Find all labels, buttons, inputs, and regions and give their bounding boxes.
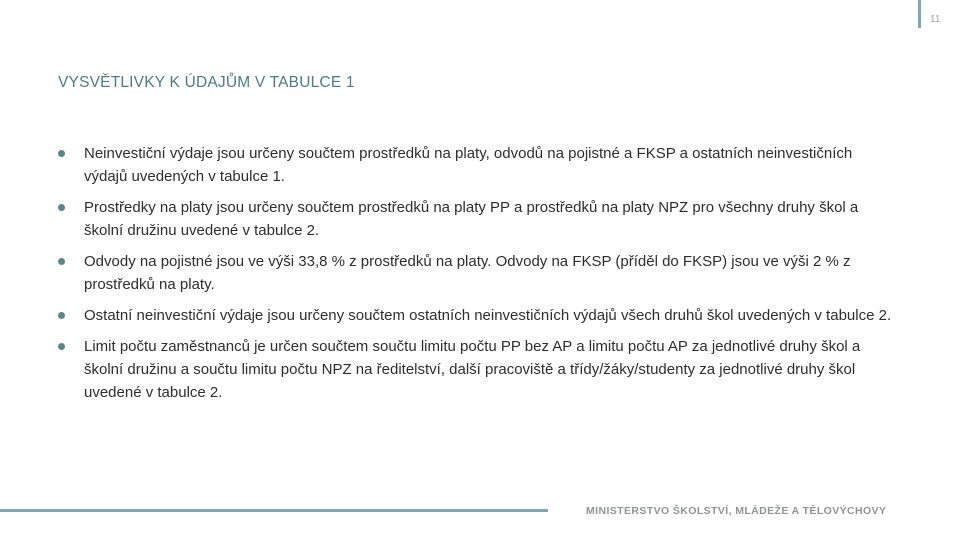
list-item xyxy=(58,196,898,242)
bullet-dot-icon xyxy=(58,312,65,319)
list-item xyxy=(58,335,898,404)
list-item-text: Neinvestiční výdaje jsou určeny součtem prostředků na platy, odvodů na pojistné a FKSP a ostatních neinvestičních výdajů uvedených v tabulce 1. xyxy=(84,145,853,185)
bullet-dot-icon xyxy=(58,258,65,265)
bullet-dot-icon xyxy=(58,204,65,211)
page-title: VYSVĚTLIVKY K ÚDAJŮM V TABULCE 1 xyxy=(58,74,355,91)
list-item-text: Odvody na pojistné jsou ve výši 33,8 % z prostředků na platy. Odvody na FKSP (příděl do FKSP) jsou ve výši 2 % z prostředků na platy. xyxy=(84,253,851,293)
bullet-list xyxy=(58,142,898,412)
list-item xyxy=(58,304,898,327)
list-item-text: Prostředky na platy jsou určeny součtem prostředků na platy PP a prostředků na platy NPZ pro všechny druhy škol a školní družinu uvedené v tabulce 2. xyxy=(84,199,859,239)
bullet-dot-icon xyxy=(58,150,65,157)
ministry-name: MINISTERSTVO ŠKOLSTVÍ, MLÁDEŽE A TĚLOVÝCHOVY xyxy=(586,505,887,517)
bullet-dot-icon xyxy=(58,343,65,350)
list-item-text: Ostatní neinvestiční výdaje jsou určeny součtem ostatních neinvestičních výdajů všech druhů škol uvedených v tabulce 2. xyxy=(84,307,892,324)
footer-accent-line xyxy=(0,509,548,512)
list-item xyxy=(58,142,898,188)
header-accent-bar xyxy=(918,0,921,28)
list-item xyxy=(58,250,898,296)
list-item-text: Limit počtu zaměstnanců je určen součtem součtu limitu počtu PP bez AP a limitu počtu AP za jednotlivé druhy škol a školní družinu a součtu limitu počtu NPZ na ředitelství, další pracoviště a třídy/žáky/studenty za jednotlivé druhy škol uvedené v tabulce 2. xyxy=(84,338,861,401)
page-number: 11 xyxy=(930,14,941,25)
